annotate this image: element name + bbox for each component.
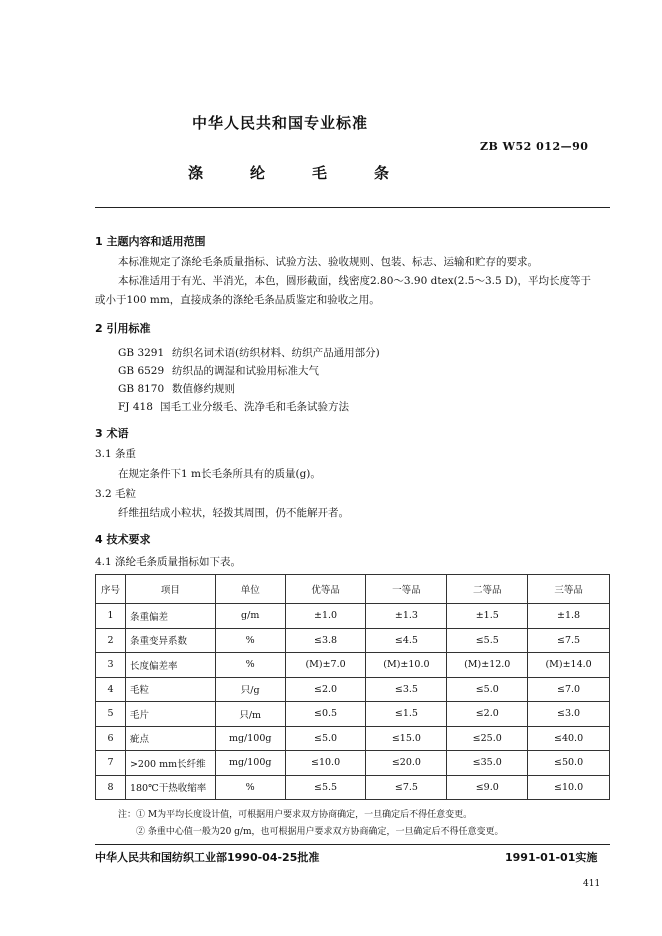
- cell: ≤50.0: [528, 751, 610, 776]
- title-char: 条: [374, 164, 390, 182]
- table-row: [96, 751, 610, 776]
- cell: ≤15.0: [366, 726, 447, 751]
- cell: ±1.3: [366, 604, 447, 629]
- reference-code: GB 6529: [118, 365, 165, 377]
- cell: 毛片: [125, 702, 215, 727]
- section-1-paragraph-1: 本标准规定了涤纶毛条质量指标、试验方法、验收规则、包装、标志、运输和贮存的要求。: [118, 256, 538, 268]
- cell: ≤5.5: [285, 775, 366, 800]
- cell: 7: [96, 751, 126, 776]
- section-4-1-heading: 4.1 涤纶毛条质量指标如下表。: [95, 556, 242, 568]
- cell: ≤9.0: [447, 775, 528, 800]
- reference-code: GB 3291: [118, 347, 165, 359]
- approval-line: 中华人民共和国纺织工业部1990-04-25批准: [95, 851, 320, 864]
- cell: ≤7.0: [528, 677, 610, 702]
- reference-code: FJ 418: [118, 401, 153, 413]
- reference-title: 国毛工业分级毛、洗净毛和毛条试验方法: [160, 401, 349, 413]
- header-cell: 序号: [96, 575, 126, 604]
- title-char: 涤: [188, 164, 204, 182]
- bottom-divider: [95, 844, 610, 845]
- table-header-row: [96, 575, 610, 604]
- cell: ≤10.0: [528, 775, 610, 800]
- cell: 3: [96, 653, 126, 678]
- cell: ≤2.0: [447, 702, 528, 727]
- table-row: [96, 702, 610, 727]
- section-1-heading: 1 主题内容和适用范围: [95, 235, 206, 248]
- cell: 条重变异系数: [125, 628, 215, 653]
- cell: ±1.8: [528, 604, 610, 629]
- title-char: 纶: [250, 164, 266, 182]
- table-row: [96, 653, 610, 678]
- term-1-heading: 3.1 条重: [95, 448, 137, 460]
- cell: 条重偏差: [125, 604, 215, 629]
- cell: ≤3.5: [366, 677, 447, 702]
- term-2-heading: 3.2 毛粒: [95, 488, 137, 500]
- cell: ≤7.5: [528, 628, 610, 653]
- cell: ≤0.5: [285, 702, 366, 727]
- document-title: [188, 162, 436, 183]
- standard-code: ZB W52 012—90: [480, 140, 589, 153]
- table-note-2: ② 条重中心值一般为20 g/m，也可根据用户要求双方协商确定，一旦确定后不得任意变更。: [136, 827, 504, 837]
- implementation-date: 1991-01-01实施: [505, 851, 598, 864]
- cell: 毛粒: [125, 677, 215, 702]
- cell: ≤4.5: [366, 628, 447, 653]
- cell: 5: [96, 702, 126, 727]
- table-row: [96, 775, 610, 800]
- cell: ≤40.0: [528, 726, 610, 751]
- header-cell: 项目: [125, 575, 215, 604]
- cell: ≤10.0: [285, 751, 366, 776]
- header-cell: 三等品: [528, 575, 610, 604]
- reference-item: [118, 399, 349, 414]
- cell: >200 mm长纤维: [125, 751, 215, 776]
- cell: (M)±12.0: [447, 653, 528, 678]
- header-cell: 二等品: [447, 575, 528, 604]
- cell: 长度偏差率: [125, 653, 215, 678]
- reference-item: [118, 381, 235, 396]
- cell: ≤2.0: [285, 677, 366, 702]
- cell: mg/100g: [215, 726, 285, 751]
- cell: 疵点: [125, 726, 215, 751]
- table-note-1: 注：① M为平均长度设计值，可根据用户要求双方协商确定，一旦确定后不得任意变更。: [118, 810, 473, 820]
- cell: ±1.0: [285, 604, 366, 629]
- cell: %: [215, 653, 285, 678]
- cell: ≤5.5: [447, 628, 528, 653]
- cell: ≤7.5: [366, 775, 447, 800]
- reference-title: 纺织名词术语(纺织材料、纺织产品通用部分): [172, 347, 380, 359]
- header-cell: 优等品: [285, 575, 366, 604]
- cell: ±1.5: [447, 604, 528, 629]
- header-cell: 一等品: [366, 575, 447, 604]
- reference-title: 纺织品的调湿和试验用标准大气: [172, 365, 319, 377]
- cell: 180℃干热收缩率: [125, 775, 215, 800]
- cell: ≤25.0: [447, 726, 528, 751]
- page-number: 411: [583, 879, 601, 889]
- cell: %: [215, 775, 285, 800]
- cell: ≤5.0: [447, 677, 528, 702]
- title-char: 毛: [312, 164, 328, 182]
- cell: (M)±7.0: [285, 653, 366, 678]
- reference-code: GB 8170: [118, 383, 165, 395]
- table-row: [96, 677, 610, 702]
- header-cell: 单位: [215, 575, 285, 604]
- cell: 6: [96, 726, 126, 751]
- standard-organization: 中华人民共和国专业标准: [191, 114, 368, 132]
- reference-item: [118, 345, 380, 360]
- top-divider: [95, 207, 610, 208]
- cell: (M)±10.0: [366, 653, 447, 678]
- table-row: [96, 726, 610, 751]
- cell: 2: [96, 628, 126, 653]
- cell: mg/100g: [215, 751, 285, 776]
- term-2-definition: 纤维扭结成小粒状，轻拨其周围，仍不能解开者。: [118, 507, 349, 519]
- quality-spec-table: [95, 574, 610, 800]
- cell: g/m: [215, 604, 285, 629]
- cell: 只/m: [215, 702, 285, 727]
- cell: 只/g: [215, 677, 285, 702]
- section-2-heading: 2 引用标准: [95, 322, 151, 335]
- section-1-paragraph-2a: 本标准适用于有光、半消光，本色，圆形截面，线密度2.80～3.90 dtex(2.5～3.5 D)，平均长度等于: [118, 275, 592, 287]
- cell: ≤3.0: [528, 702, 610, 727]
- table-row: [96, 628, 610, 653]
- term-1-definition: 在规定条件下1 m长毛条所具有的质量(g)。: [118, 468, 321, 480]
- reference-item: [118, 363, 319, 378]
- cell: %: [215, 628, 285, 653]
- table-row: [96, 604, 610, 629]
- reference-title: 数值修约规则: [172, 383, 235, 395]
- cell: ≤5.0: [285, 726, 366, 751]
- cell: 4: [96, 677, 126, 702]
- cell: 1: [96, 604, 126, 629]
- cell: 8: [96, 775, 126, 800]
- cell: ≤35.0: [447, 751, 528, 776]
- cell: ≤1.5: [366, 702, 447, 727]
- section-3-heading: 3 术语: [95, 427, 129, 440]
- cell: (M)±14.0: [528, 653, 610, 678]
- cell: ≤3.8: [285, 628, 366, 653]
- section-1-paragraph-2b: 或小于100 mm，直接成条的涤纶毛条品质鉴定和验收之用。: [95, 294, 380, 306]
- section-4-heading: 4 技术要求: [95, 533, 151, 546]
- cell: ≤20.0: [366, 751, 447, 776]
